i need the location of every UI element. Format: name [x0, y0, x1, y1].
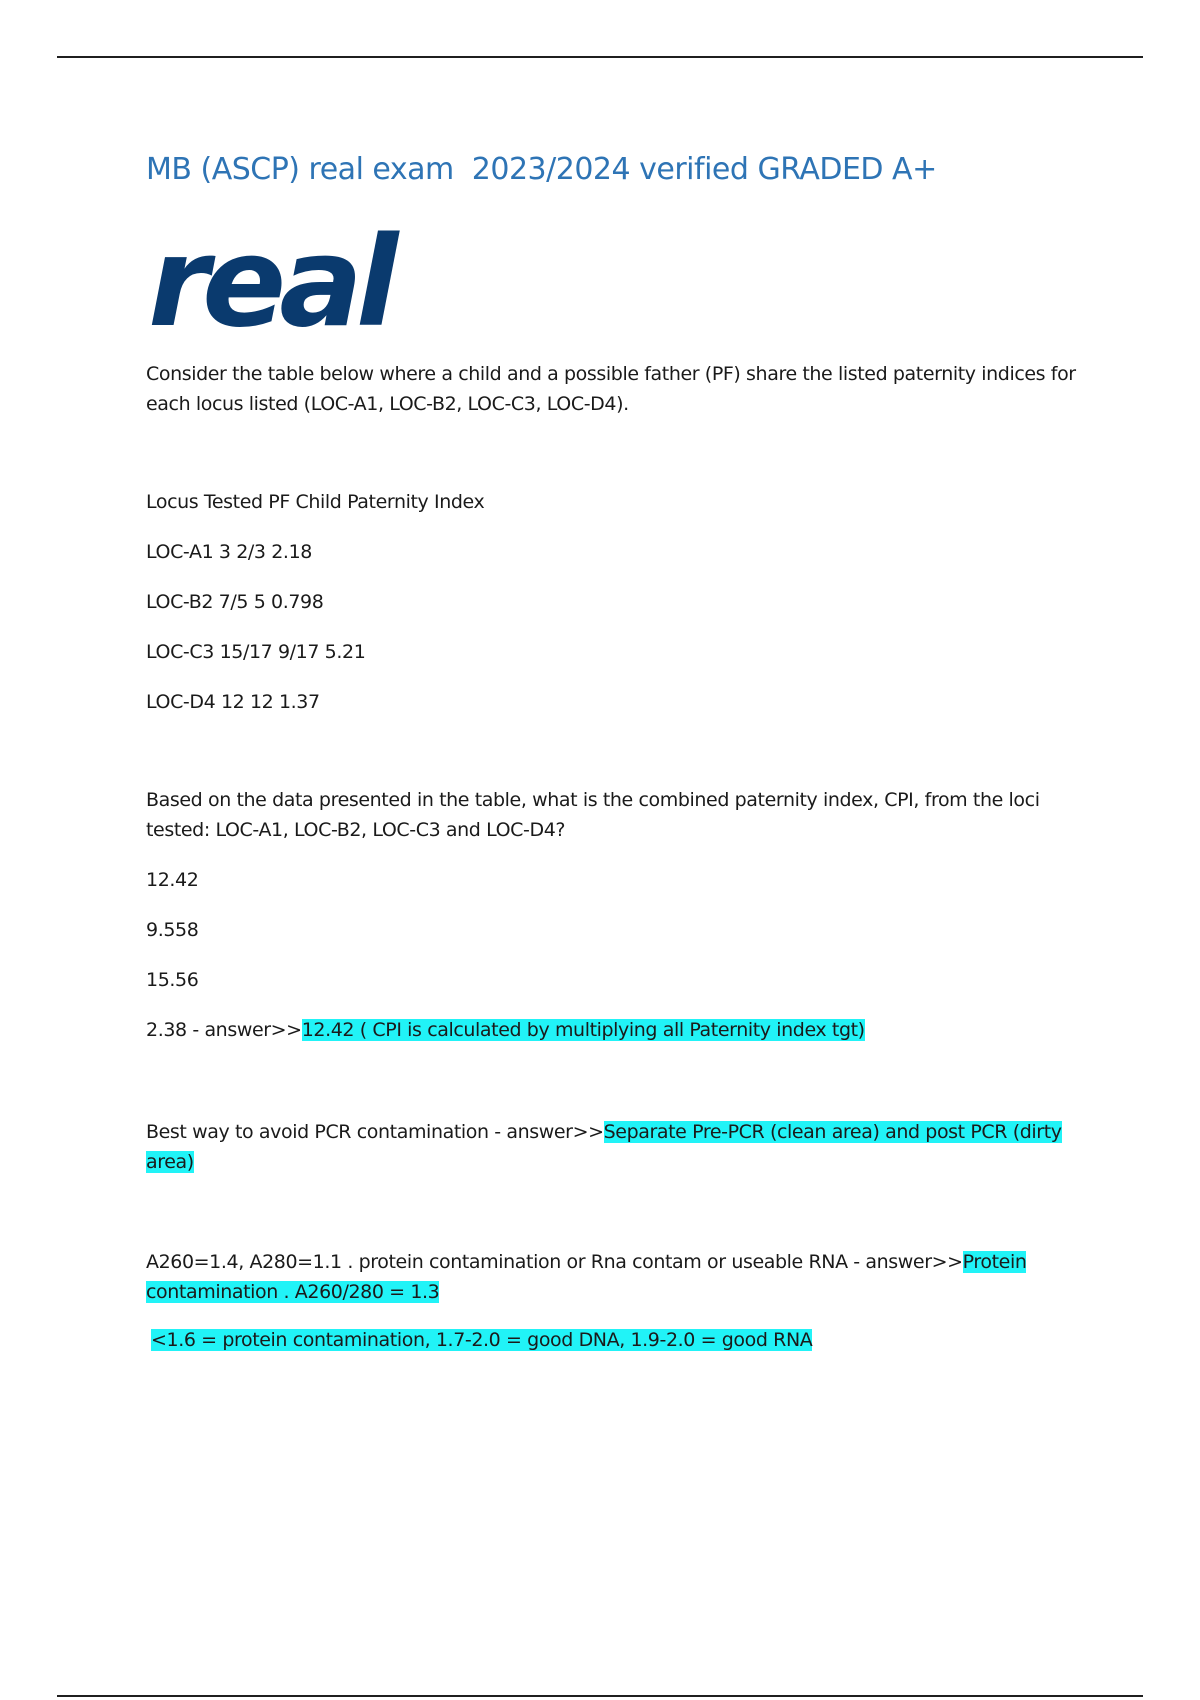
question-1-prompt: Based on the data presented in the table, what is the combined paternity index, CPI, from the loci tested: LOC-A1, LOC-B2, LOC-C3 and LOC-D4? [146, 789, 1040, 841]
question-3-prompt: A260=1.4, A280=1.1 . protein contamination or Rna contam or useable RNA - answer>> [146, 1251, 963, 1273]
intro-paragraph: Consider the table below where a child and a possible father (PF) share the listed paternity indices for each locus listed (LOC-A1, LOC-B2, LOC-C3, LOC-D4). [146, 363, 1076, 415]
table-row: LOC-A1 3 2/3 2.18 [146, 541, 312, 563]
answer-option-with-answer [146, 1015, 1096, 1045]
real-logo [146, 227, 426, 339]
table-row: LOC-B2 7/5 5 0.798 [146, 591, 324, 613]
document-title: MB (ASCP) real exam 2023/2024 verified GRADED A+ [146, 152, 937, 187]
answer-option: 9.558 [146, 919, 199, 941]
question-2 [146, 1117, 1096, 1177]
table-header: Locus Tested PF Child Paternity Index [146, 491, 485, 513]
highlighted-answer: Protein contamination . A260/280 = 1.3 [146, 1251, 1027, 1303]
answer-option: 12.42 [146, 869, 199, 891]
real-logo-text: real [148, 227, 392, 339]
document-body [146, 140, 1096, 1355]
answer-note [146, 1325, 1096, 1355]
bottom-rule [57, 1695, 1143, 1697]
table-row: LOC-D4 12 12 1.37 [146, 691, 320, 713]
question-3 [146, 1247, 1096, 1307]
top-rule [57, 56, 1143, 58]
answer-option: 15.56 [146, 969, 199, 991]
question-2-prompt: Best way to avoid PCR contamination - answer>> [146, 1121, 604, 1143]
table-row: LOC-C3 15/17 9/17 5.21 [146, 641, 366, 663]
option-prefix: 2.38 - answer>> [146, 1019, 302, 1041]
highlighted-note: <1.6 = protein contamination, 1.7-2.0 = good DNA, 1.9-2.0 = good RNA [151, 1329, 813, 1351]
highlighted-answer: Separate Pre-PCR (clean area) and post PCR (dirty area) [146, 1121, 1062, 1173]
highlighted-answer: 12.42 ( CPI is calculated by multiplying all Paternity index tgt) [301, 1019, 865, 1041]
